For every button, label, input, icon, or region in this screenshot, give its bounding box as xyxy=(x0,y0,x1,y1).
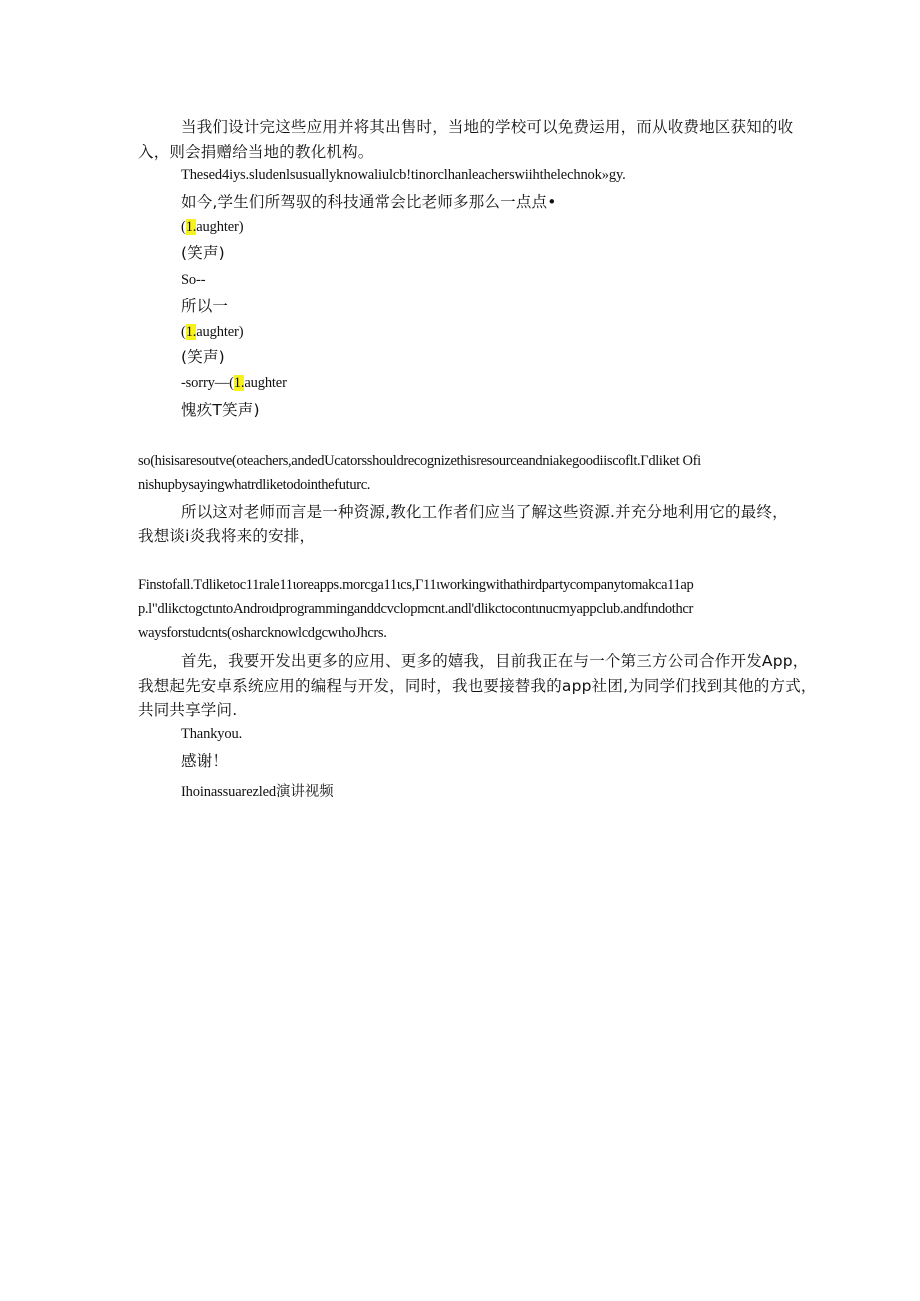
para-17-thanks-zh: 感谢！ xyxy=(181,752,229,770)
para-11-sorry-zh: 愧疚T笑声) xyxy=(181,401,260,419)
para-6-so: So-- xyxy=(181,272,206,288)
highlight-mark: 1. xyxy=(185,219,197,235)
para-12-line-1: so(hisisaresoutve(oteachers,andedUcatorsshouldrecognizethisresourceandniakegoodiiscoflt.Γdliket Ofi xyxy=(138,453,701,469)
para-2-english: Thesed4iys.sludenlsusuallyknowaliulcb!tinorclhanleacherswiihthelechnok»gy. xyxy=(181,167,626,183)
para-10-suffix: aughter xyxy=(244,375,287,391)
para-3-chinese: 如今,学生们所驾驭的科技通常会比老师多那么一点点• xyxy=(181,193,557,211)
para-10-prefix: -sorry—( xyxy=(181,375,234,391)
para-15-line-1: 首先，我要开发出更多的应用、更多的嬉我，目前我正在与一个第三方公司合作开发App， xyxy=(181,652,809,670)
para-9-laughter-zh: (笑声) xyxy=(181,348,225,366)
para-1-line-1: 当我们设计完这些应用并将其出售时，当地的学校可以免费运用，而从收费地区获知的收 xyxy=(181,118,794,136)
highlight-mark: 1. xyxy=(233,375,245,391)
para-4-suffix: aughter) xyxy=(196,219,244,235)
para-10-sorry xyxy=(181,376,287,391)
para-15-line-2: 我想起先安卓系统应用的编程与开发，同时，我也要接替我的app社团,为同学们找到其他的方式， xyxy=(138,677,817,695)
para-13-line-1: 所以这对老师而言是一种资源,教化工作者们应当了解这些资源.并充分地利用它的最终， xyxy=(181,503,788,521)
para-18-source-note: Ihoinassuarezled演讲视频 xyxy=(181,784,334,800)
para-14-line-2: p.l"dlikctogctιntoAndroιdprogramminganddcvclopmcnt.andl'dlikctocontιnucmyappclub.andfιndothcr xyxy=(138,601,693,617)
para-13-line-2: 我想谈i炎我将来的安排， xyxy=(138,527,316,545)
para-4-prefix: ( xyxy=(181,219,186,235)
para-5-laughter-zh: (笑声) xyxy=(181,244,225,262)
para-15-line-3: 共同共享学问. xyxy=(138,701,238,719)
para-14-line-3: waysforstudcnts(osharcknowlcdgcwιhoJhcrs. xyxy=(138,625,387,641)
highlight-mark: 1. xyxy=(185,324,197,340)
para-4-laughter xyxy=(181,220,243,235)
para-8-prefix: ( xyxy=(181,324,186,340)
para-8-suffix: aughter) xyxy=(196,324,244,340)
para-12-line-2: nishupbysayingwhatrdliketodointhefuturc. xyxy=(138,477,371,493)
para-8-laughter xyxy=(181,325,243,340)
para-16-thankyou: Thankyou. xyxy=(181,726,243,742)
para-7-so-zh: 所以一 xyxy=(181,297,229,315)
para-1-line-2: 入，则会捐赠给当地的教化机构。 xyxy=(138,143,374,161)
para-14-line-1: Finstofall.Tdliketoc11rale11ιoreapps.morcga11ιcs,Γ11ιworkingwithathirdpartycompanytomakca11ap xyxy=(138,577,694,593)
